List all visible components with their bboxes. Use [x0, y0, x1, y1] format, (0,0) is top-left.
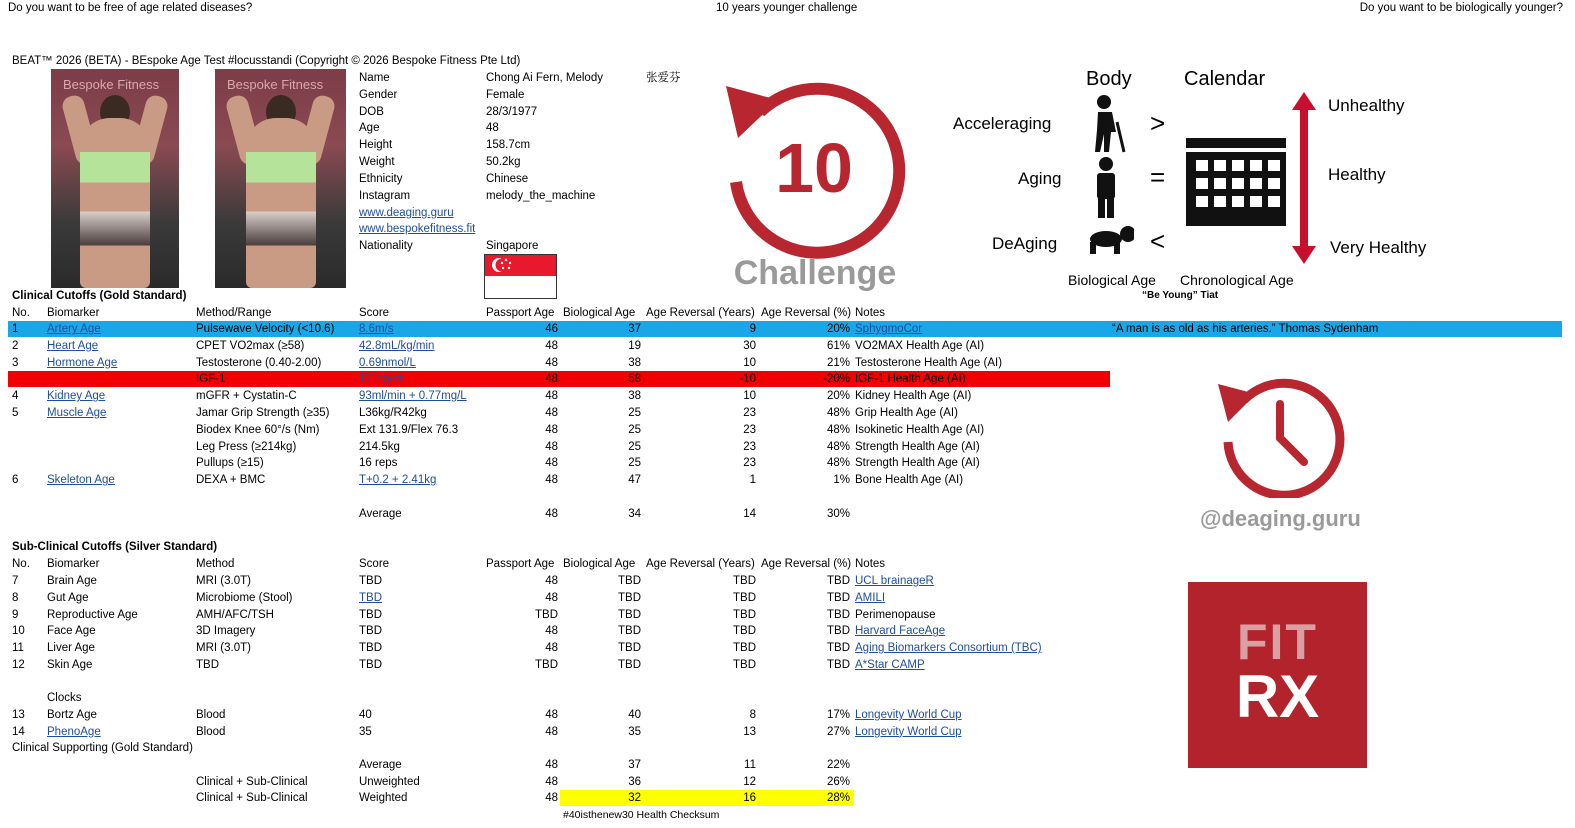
health-scale-arrow-icon [1290, 92, 1318, 264]
calendar-icon [1186, 138, 1288, 228]
summary-biological-age: 36 [628, 775, 641, 788]
row-notes[interactable]: Longevity World Cup [855, 725, 962, 738]
row-biological-age: 47 [628, 474, 641, 487]
row-biomarker: Liver Age [47, 642, 95, 655]
row-number: 1 [12, 323, 19, 335]
challenge-logo [718, 72, 913, 294]
row-method: AMH/AFC/TSH [196, 608, 274, 621]
summary-group: Clinical + Sub-Clinical [196, 792, 308, 804]
summary-biological-age: 32 [628, 792, 641, 804]
height-value: 158.7cm [486, 139, 531, 151]
row-passport-age: 48 [545, 423, 558, 436]
row-biological-age: TBD [618, 575, 641, 587]
row-method: MRI (3.0T) [196, 642, 251, 655]
row-age-reversal-pct: 61% [826, 339, 850, 352]
row-notes: Isokinetic Health Age (AI) [855, 423, 985, 436]
row-age-reversal-years: 10 [743, 390, 756, 403]
row-age-reversal-pct: TBD [827, 642, 850, 655]
row-score: 35 [359, 725, 372, 738]
calendar-heading: Calendar [1184, 68, 1266, 90]
row-age-reversal-years: 30 [743, 339, 756, 352]
arteries-quote: “A man is as old as his arteries.” Thomas Sydenham [1112, 323, 1379, 335]
row-score[interactable]: TBD [359, 591, 382, 604]
unhealthy-label: Unhealthy [1328, 96, 1405, 115]
row-method: Pullups (≥15) [196, 457, 264, 470]
row-score: TBD [359, 659, 382, 671]
row-biological-age: TBD [618, 608, 641, 621]
row-passport-age: 48 [545, 725, 558, 738]
row-score: 214.5kg [359, 440, 400, 453]
row-notes: VO2MAX Health Age (AI) [855, 339, 985, 352]
gender-value: Female [486, 89, 525, 101]
row-age-reversal-pct: TBD [827, 659, 850, 671]
summary-age-reversal-years: 16 [743, 792, 756, 804]
deaging-clock-logo [1216, 372, 1346, 498]
row-age-reversal-years: TBD [733, 591, 756, 604]
header-age-reversal-years: Age Reversal (Years) [646, 558, 755, 570]
weight-value: 50.2kg [486, 156, 521, 168]
row-biological-age: 37 [628, 323, 641, 335]
less-than-symbol: < [1150, 226, 1166, 256]
row-method: mGFR + Cystatin-C [196, 390, 297, 403]
row-notes[interactable]: Longevity World Cup [855, 709, 962, 721]
header-passport-age: Passport Age [486, 558, 555, 570]
bespokefitness-link[interactable]: www.bespokefitness.fit [359, 223, 476, 235]
header-biomarker: Biomarker [47, 307, 100, 319]
name-value: Chong Ai Fern, Melody [486, 72, 603, 84]
row-notes[interactable]: Harvard FaceAge [855, 625, 946, 638]
row-age-reversal-years: TBD [733, 575, 756, 587]
row-biological-age: TBD [618, 659, 641, 671]
row-age-reversal-pct: 17% [826, 709, 850, 721]
average-biological-age: 34 [628, 508, 641, 520]
row-biological-age: TBD [618, 625, 641, 638]
header-biological-age: Biological Age [563, 558, 636, 570]
nationality-label: Nationality [359, 240, 413, 252]
row-age-reversal-pct: TBD [827, 591, 850, 604]
back-photo: Bespoke Fitness [215, 69, 346, 288]
row-passport-age: 48 [545, 390, 558, 403]
summary-age-reversal-pct: 26% [826, 775, 850, 788]
row-biological-age: TBD [618, 591, 641, 604]
row-number: 4 [12, 390, 19, 403]
instagram-label: Instagram [359, 190, 411, 202]
row-method: DEXA + BMC [196, 474, 266, 487]
row-age-reversal-pct: 20% [826, 323, 850, 335]
row-score: 16 reps [359, 457, 398, 470]
header-passport-age: Passport Age [486, 307, 555, 319]
chinese-name: 张爱芬 [646, 72, 681, 84]
row-biomarker: Gut Age [47, 591, 89, 604]
row-method: Blood [196, 709, 226, 721]
clinical-cutoffs-title: Clinical Cutoffs (Gold Standard) [12, 290, 187, 302]
row-passport-age: TBD [535, 608, 558, 621]
age-value: 48 [486, 122, 499, 134]
header-notes: Notes [855, 307, 886, 319]
row-biomarker[interactable]: Skeleton Age [47, 474, 115, 487]
age-label: Age [359, 122, 380, 134]
row-method: Pulsewave Velocity (<10.6) [196, 323, 335, 335]
row-passport-age: 48 [545, 457, 558, 470]
subclinical-cutoffs-title: Sub-Clinical Cutoffs (Silver Standard) [12, 541, 218, 553]
row-age-reversal-years: 8 [749, 709, 756, 721]
row-score: TBD [359, 625, 382, 638]
header-score: Score [359, 558, 390, 570]
row-biomarker[interactable]: Muscle Age [47, 407, 107, 419]
row-biological-age: 40 [628, 709, 641, 721]
row-age-reversal-pct: TBD [827, 625, 850, 638]
row-age-reversal-years: TBD [733, 642, 756, 655]
row-age-reversal-years: 23 [743, 407, 756, 419]
row-notes: Grip Health Age (AI) [855, 407, 958, 419]
header-score: Score [359, 307, 390, 319]
top-right-text: Do you want to be biologically younger? [1359, 2, 1563, 14]
top-left-text: Do you want to be free of age related diseases? [8, 2, 253, 14]
challenge-word: Challenge [733, 254, 897, 292]
header-biological-age: Biological Age [563, 307, 636, 319]
row-method: CPET VO2max (≥58) [196, 339, 305, 352]
row-score[interactable]: T+0.2 + 2.41kg [359, 474, 437, 487]
row-age-reversal-years: 23 [743, 423, 756, 436]
average-age-reversal-pct: 30% [826, 508, 850, 520]
row-age-reversal-years: 1 [749, 474, 756, 487]
summary-passport-age: 48 [545, 759, 558, 771]
row-biomarker[interactable]: Kidney Age [47, 390, 106, 403]
dob-value: 28/3/1977 [486, 106, 538, 118]
header-age-reversal-pct: Age Reversal (%) [761, 558, 852, 570]
row-method: MRI (3.0T) [196, 575, 251, 587]
row-notes[interactable]: UCL brainageR [855, 575, 934, 587]
row-biomarker: Brain Age [47, 575, 97, 587]
row-notes: Bone Health Age (AI) [855, 474, 964, 487]
row-number: 2 [12, 339, 19, 352]
row-age-reversal-pct: 48% [826, 407, 850, 419]
row-passport-age: 48 [545, 575, 558, 587]
row-method: Microbiome (Stool) [196, 591, 293, 604]
row-passport-age: 48 [545, 440, 558, 453]
row-score: TBD [359, 642, 382, 655]
row-number: 6 [12, 474, 19, 487]
row-method: Blood [196, 725, 226, 738]
row-score: Ext 131.9/Flex 76.3 [359, 423, 459, 436]
header-age-reversal-pct: Age Reversal (%) [761, 307, 852, 319]
row-score[interactable]: 42.8mL/kg/min [359, 339, 435, 352]
summary-type: Unweighted [359, 775, 420, 788]
body-heading: Body [1086, 68, 1132, 90]
row-notes: IGF-1 Health Age (AI) [855, 373, 966, 386]
row-notes[interactable]: Aging Biomarkers Consortium (TBC) [855, 642, 1042, 655]
row-age-reversal-pct: 21% [826, 356, 850, 369]
row-notes: Testosterone Health Age (AI) [855, 356, 1003, 369]
row-biomarker[interactable]: PhenoAge [47, 725, 101, 738]
challenge-number: 10 [775, 129, 853, 207]
row-biomarker: Face Age [47, 625, 96, 638]
row-passport-age: 48 [545, 642, 558, 655]
row-biomarker: Reproductive Age [47, 608, 138, 621]
row-notes[interactable]: A*Star CAMP [855, 659, 925, 671]
summary-type: Weighted [359, 792, 408, 804]
row-age-reversal-years: 10 [743, 356, 756, 369]
row-score[interactable]: 0.69nmol/L [359, 356, 416, 369]
row-age-reversal-years: TBD [733, 608, 756, 621]
row-age-reversal-years: -10 [739, 373, 756, 386]
row-notes[interactable]: SphygmoCor [855, 323, 923, 335]
row-age-reversal-years: 23 [743, 457, 756, 470]
summary-age-reversal-years: 11 [744, 759, 756, 771]
header-age-reversal-years: Age Reversal (Years) [646, 307, 755, 319]
row-method: Testosterone (0.40-2.00) [196, 356, 322, 369]
row-score: L36kg/R42kg [359, 407, 427, 419]
row-number: 11 [12, 642, 24, 655]
row-passport-age: 48 [545, 356, 558, 369]
row-score: TBD [359, 608, 382, 621]
row-passport-age: 48 [545, 373, 558, 386]
front-photo: Bespoke Fitness [51, 69, 179, 288]
top-center-text: 10 years younger challenge [716, 2, 858, 14]
row-biomarker[interactable]: Hormone Age [47, 356, 118, 369]
row-number: 13 [12, 709, 25, 721]
row-biological-age: TBD [618, 642, 641, 655]
row-passport-age: 48 [545, 474, 558, 487]
row-age-reversal-pct: -20% [823, 373, 850, 386]
footer-hashtag: #40isthenew30 Health Checksum [563, 809, 720, 821]
row-passport-age: 48 [545, 591, 558, 604]
row-age-reversal-years: 23 [743, 440, 756, 453]
row-age-reversal-pct: TBD [827, 608, 850, 621]
summary-age-reversal-pct: 28% [826, 792, 850, 804]
row-number: 5 [12, 407, 19, 419]
weight-label: Weight [359, 156, 395, 168]
deaging-link[interactable]: www.deaging.guru [359, 207, 454, 219]
summary-age-reversal-pct: 22% [826, 759, 850, 771]
header-no: No. [12, 558, 30, 570]
equals-symbol: = [1150, 162, 1166, 192]
row-biological-age: 25 [628, 457, 641, 470]
fitrx-logo [1188, 582, 1367, 768]
header-notes: Notes [855, 558, 886, 570]
row-notes: Kidney Health Age (AI) [855, 390, 972, 403]
biological-age-label: Biological Age [1068, 272, 1156, 288]
dob-label: DOB [359, 106, 384, 118]
name-label: Name [359, 72, 390, 84]
row-age-reversal-pct: 20% [826, 390, 850, 403]
clinical-supporting-label: Clinical Supporting (Gold Standard) [12, 742, 193, 754]
gender-label: Gender [359, 89, 398, 101]
row-method: Jamar Grip Strength (≥35) [196, 407, 330, 419]
row-age-reversal-years: TBD [733, 659, 756, 671]
row-biological-age: 19 [628, 339, 641, 352]
row-biomarker[interactable]: Heart Age [47, 339, 99, 352]
row-method: Biodex Knee 60°/s (Nm) [196, 423, 320, 436]
row-age-reversal-pct: 27% [826, 725, 850, 738]
fitrx-fit-text: FIT [1237, 614, 1318, 670]
header-method: Method [196, 558, 235, 570]
row-passport-age: 48 [545, 625, 558, 638]
row-score[interactable]: 111ng/ml [359, 373, 405, 386]
page-title: BEAT™ 2026 (BETA) - BEspoke Age Test #locusstandi (Copyright © 2026 Bespoke Fitness Pte Ltd) [12, 55, 521, 67]
summary-passport-age: 48 [545, 775, 558, 788]
deaging-guru-handle: @deaging.guru [1200, 506, 1361, 531]
row-score: 40 [359, 709, 372, 721]
summary-type: Average [359, 759, 402, 771]
row-number: 8 [12, 591, 19, 604]
row-age-reversal-years: 13 [743, 725, 756, 738]
singapore-flag-icon [484, 254, 558, 300]
row-age-reversal-pct: 48% [826, 440, 850, 453]
row-passport-age: 48 [545, 339, 558, 352]
summary-group: Clinical + Sub-Clinical [196, 775, 308, 788]
ethnicity-value: Chinese [486, 173, 529, 185]
aging-label: Aging [1018, 169, 1062, 188]
row-passport-age: 48 [545, 407, 558, 419]
row-biological-age: 38 [628, 356, 641, 369]
average-passport-age: 48 [545, 508, 558, 520]
very-healthy-label: Very Healthy [1330, 238, 1427, 257]
row-biological-age: 58 [628, 373, 641, 386]
average-label: Average [359, 508, 402, 520]
nationality-value: Singapore [486, 240, 539, 252]
header-biomarker: Biomarker [47, 558, 100, 570]
row-notes: Strength Health Age (AI) [855, 457, 980, 470]
row-notes[interactable]: AMILI [855, 591, 886, 604]
row-method: 3D Imagery [196, 625, 256, 638]
row-age-reversal-pct: TBD [827, 575, 850, 587]
row-number: 9 [12, 608, 19, 621]
be-young-tag: “Be Young” Tiat [1142, 290, 1219, 301]
height-label: Height [359, 139, 393, 151]
row-age-reversal-pct: 1% [833, 474, 850, 487]
clocks-label: Clocks [47, 692, 82, 704]
header-method: Method/Range [196, 307, 272, 319]
deaging-label: DeAging [992, 234, 1058, 253]
summary-biological-age: 37 [628, 759, 641, 771]
row-biological-age: 38 [628, 390, 641, 403]
acceleraging-label: Acceleraging [953, 114, 1052, 133]
row-passport-age: 48 [545, 709, 558, 721]
row-number: 12 [12, 659, 25, 671]
row-passport-age: TBD [535, 659, 558, 671]
chronological-age-label: Chronological Age [1180, 272, 1294, 288]
body-figures-icon [1084, 94, 1134, 254]
row-score[interactable]: 8.6m/s [359, 323, 394, 335]
row-notes: Strength Health Age (AI) [855, 440, 980, 453]
fitrx-rx-text: RX [1235, 663, 1320, 730]
row-biomarker[interactable]: Artery Age [47, 323, 101, 335]
summary-age-reversal-years: 12 [743, 775, 756, 788]
healthy-label: Healthy [1328, 165, 1386, 184]
row-age-reversal-pct: 48% [826, 457, 850, 470]
row-notes: Perimenopause [855, 608, 936, 621]
instagram-value: melody_the_machine [486, 190, 596, 202]
row-number: 7 [12, 575, 19, 587]
row-biological-age: 25 [628, 423, 641, 436]
row-method: Leg Press (≥214kg) [196, 440, 297, 453]
row-age-reversal-years: 9 [749, 323, 756, 335]
row-biological-age: 25 [628, 407, 641, 419]
summary-passport-age: 48 [545, 792, 558, 804]
row-passport-age: 46 [545, 323, 558, 335]
row-number: 10 [12, 625, 25, 638]
row-method: IGF-1 [196, 373, 226, 386]
average-age-reversal-years: 14 [743, 508, 756, 520]
header-no: No. [12, 307, 30, 319]
row-biological-age: 25 [628, 440, 641, 453]
greater-than-symbol: > [1150, 108, 1166, 138]
row-score: TBD [359, 575, 382, 587]
row-biological-age: 35 [628, 725, 641, 738]
ethnicity-label: Ethnicity [359, 173, 403, 185]
row-age-reversal-pct: 48% [826, 423, 850, 436]
row-method: TBD [196, 659, 219, 671]
row-score[interactable]: 93ml/min + 0.77mg/L [359, 390, 467, 403]
row-number: 3 [12, 356, 19, 369]
row-number: 14 [12, 725, 25, 738]
row-biomarker: Bortz Age [47, 709, 97, 721]
row-biomarker: Skin Age [47, 659, 93, 671]
row-age-reversal-years: TBD [733, 625, 756, 638]
